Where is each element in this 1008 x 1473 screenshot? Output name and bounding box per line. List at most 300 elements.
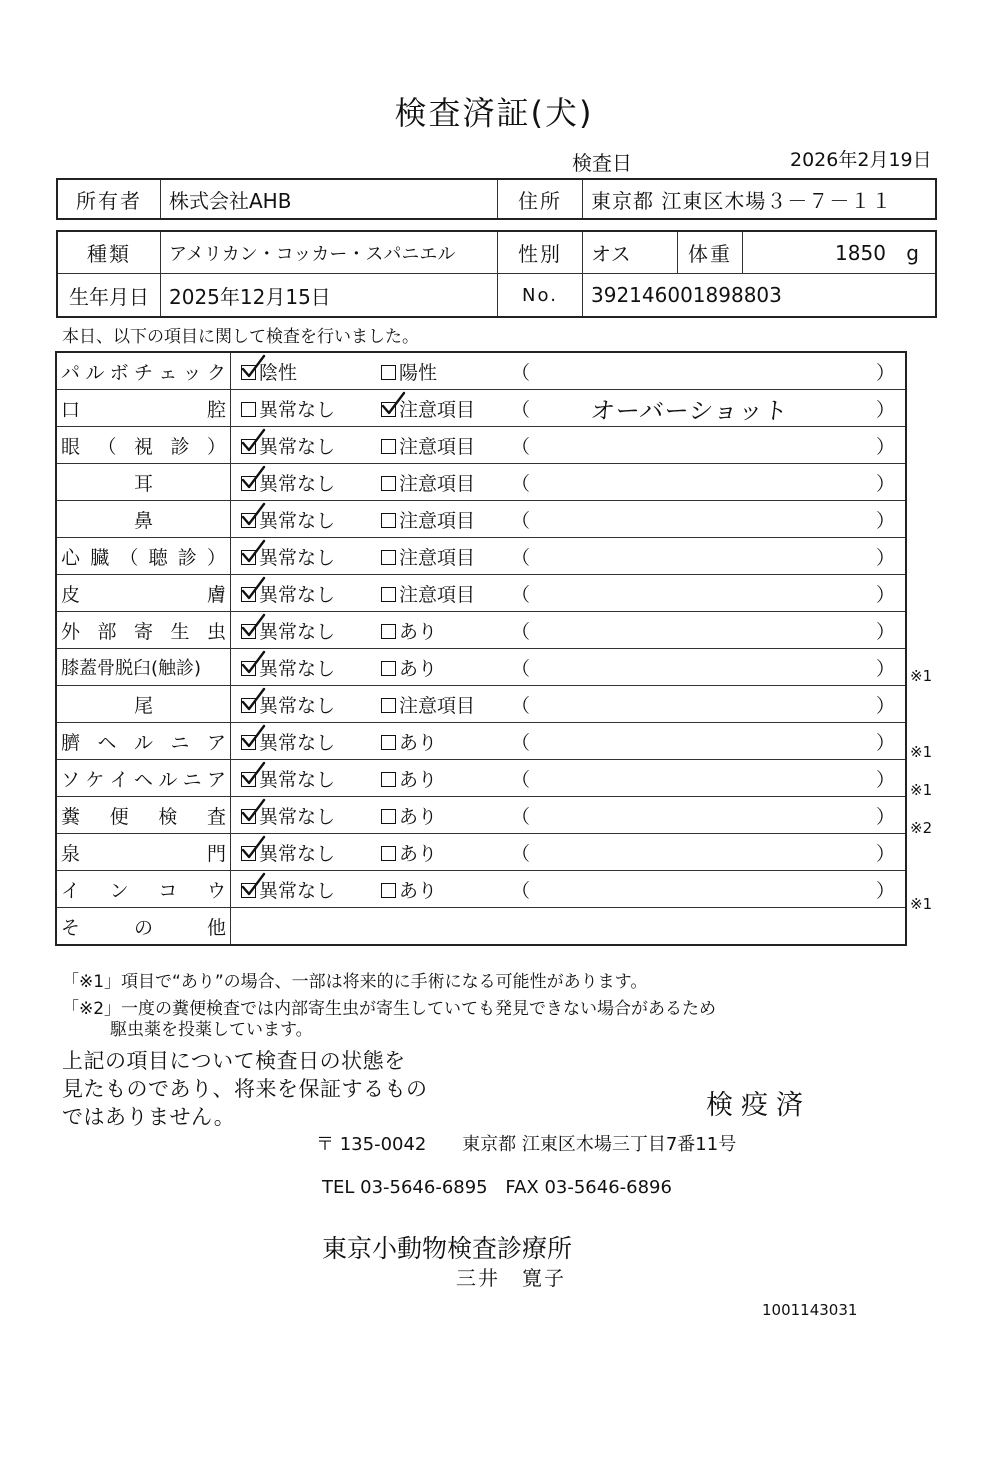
option-label: あり: [399, 657, 438, 680]
option-2[interactable]: [381, 765, 437, 792]
clinic-contact-line: [322, 1177, 672, 1198]
footnote-marker: ※1: [910, 743, 933, 761]
label-char: ）: [206, 546, 226, 569]
option-label: 異常なし: [259, 583, 336, 606]
sex-label: 性別: [498, 231, 583, 274]
option-label: 異常なし: [259, 472, 336, 495]
item-name: [61, 802, 226, 829]
quarantine-stamp: 検疫済: [706, 1090, 811, 1121]
close-paren: ）: [873, 797, 906, 834]
label-char: 腔: [206, 398, 226, 421]
open-paren: （: [511, 612, 531, 649]
option-1[interactable]: [241, 876, 335, 903]
option-label: 異常なし: [259, 805, 336, 828]
weight-cell: [743, 231, 937, 274]
label-char: 門: [206, 842, 226, 865]
option-2[interactable]: [381, 839, 437, 866]
checkbox[interactable]: [241, 587, 256, 602]
option-cell: [381, 464, 511, 501]
option-cell: [381, 686, 511, 723]
inspection-row: [56, 538, 906, 575]
open-paren: （: [511, 649, 531, 686]
certificate-title: 検査済証(犬): [394, 94, 594, 132]
option-2[interactable]: [381, 876, 437, 903]
item-name-cell: [56, 797, 231, 834]
note-cell: [531, 834, 873, 871]
note-cell: [531, 612, 873, 649]
open-paren: （: [511, 723, 531, 760]
option-label: 異常なし: [259, 731, 336, 754]
option-2[interactable]: [381, 432, 475, 459]
checkbox[interactable]: [381, 550, 396, 565]
item-name: [61, 543, 226, 570]
label-char: ア: [206, 731, 226, 754]
clinic-tel: TEL 03-5646-6895: [322, 1177, 488, 1198]
note-cell: [531, 871, 873, 908]
option-label: あり: [399, 879, 438, 902]
option-2[interactable]: [381, 691, 475, 718]
close-paren: ）: [873, 501, 906, 538]
option-cell: [231, 575, 382, 612]
item-name-cell: [56, 501, 231, 538]
option-2[interactable]: [381, 395, 475, 422]
option-1[interactable]: [241, 654, 335, 681]
close-paren: ）: [873, 871, 906, 908]
label-char: ウ: [206, 879, 226, 902]
option-cell: [381, 538, 511, 575]
option-1[interactable]: [241, 395, 335, 422]
open-paren: （: [511, 464, 531, 501]
option-1[interactable]: [241, 765, 335, 792]
label-char: ボ: [109, 361, 129, 384]
number-value: 392146001898803: [583, 274, 937, 318]
option-label: 異常なし: [259, 546, 336, 569]
inspection-row: [56, 352, 906, 390]
option-2[interactable]: [381, 543, 475, 570]
open-paren: （: [511, 871, 531, 908]
option-label: 異常なし: [259, 620, 336, 643]
serial-number: 1001143031: [762, 1301, 858, 1319]
item-name: [61, 876, 226, 903]
open-paren: （: [511, 538, 531, 575]
option-label: あり: [399, 731, 438, 754]
option-label: 注意項目: [399, 694, 476, 717]
label-char: イ: [109, 768, 129, 791]
option-label: あり: [399, 805, 438, 828]
label-char: ニ: [170, 731, 190, 754]
label-char: イ: [61, 879, 81, 902]
option-label: 陽性: [399, 361, 438, 384]
checkbox[interactable]: [381, 402, 396, 417]
item-name-cell: [56, 871, 231, 908]
disclaimer-line-2: 見たものであり、将来を保証するもの: [62, 1077, 428, 1101]
option-2[interactable]: [381, 358, 437, 385]
label-char: 心: [61, 546, 81, 569]
checkbox[interactable]: [241, 476, 256, 491]
address-value: 東京都 江東区木場３－７－１１: [583, 179, 937, 219]
checkbox[interactable]: [381, 365, 396, 380]
label-char: 口: [61, 398, 81, 421]
option-label: 異常なし: [259, 842, 336, 865]
option-label: 異常なし: [259, 435, 336, 458]
option-cell: [231, 464, 382, 501]
label-char: ン: [109, 879, 129, 902]
option-cell: [381, 760, 511, 797]
item-name-cell: [56, 538, 231, 575]
option-cell: [381, 501, 511, 538]
close-paren: ）: [873, 649, 906, 686]
weight-value: 1850: [835, 240, 886, 265]
inspection-row: [56, 612, 906, 649]
item-name-cell: [56, 612, 231, 649]
item-name: [61, 839, 226, 866]
label-char: 皮: [61, 583, 81, 606]
label-char: そ: [61, 916, 81, 939]
clinic-address: 東京都 江東区木場三丁目7番11号: [462, 1134, 737, 1155]
inspection-row: [56, 464, 906, 501]
checkbox[interactable]: [241, 809, 256, 824]
checkbox[interactable]: [381, 587, 396, 602]
open-paren: （: [511, 686, 531, 723]
option-cell: [231, 686, 382, 723]
option-cell: [231, 538, 382, 575]
label-char: ）: [206, 435, 226, 458]
close-paren: ）: [873, 686, 906, 723]
label-char: 診: [177, 546, 197, 569]
option-2[interactable]: [381, 580, 475, 607]
option-cell: [231, 649, 382, 686]
clinic-fax: FAX 03-5646-6896: [505, 1177, 672, 1198]
option-cell: [231, 612, 382, 649]
checkbox[interactable]: [381, 698, 396, 713]
weight-label: 体重: [678, 231, 743, 274]
footnote-1: 「※1」項目で“あり”の場合、一部は将来的に手術になる可能性があります。: [62, 972, 648, 992]
item-name: [61, 432, 226, 459]
open-paren: （: [511, 501, 531, 538]
inspection-row: [56, 390, 906, 427]
option-1[interactable]: [241, 617, 335, 644]
close-paren: ）: [873, 538, 906, 575]
option-2[interactable]: [381, 617, 437, 644]
option-cell: [231, 797, 382, 834]
note-cell: [531, 464, 873, 501]
open-paren: （: [511, 352, 531, 390]
checkbox[interactable]: [381, 661, 396, 676]
inspection-row: [56, 649, 906, 686]
checkbox[interactable]: [241, 846, 256, 861]
option-cell: [381, 834, 511, 871]
label-char: 外: [61, 620, 81, 643]
close-paren: ）: [873, 723, 906, 760]
checkbox[interactable]: [381, 772, 396, 787]
label-char: ル: [85, 361, 105, 384]
note-cell: [531, 352, 873, 390]
footnote-marker: ※2: [910, 819, 933, 837]
option-label: あり: [399, 842, 438, 865]
option-cell: [381, 797, 511, 834]
label-char: ヘ: [133, 768, 153, 791]
item-name: [61, 358, 226, 385]
option-cell: [231, 501, 382, 538]
inspection-row: [56, 723, 906, 760]
option-1[interactable]: [241, 691, 335, 718]
inspection-row: [56, 427, 906, 464]
note-cell: [531, 427, 873, 464]
option-1[interactable]: [241, 580, 335, 607]
clinic-name: 東京小動物検査診療所: [322, 1234, 573, 1263]
close-paren: ）: [873, 352, 906, 390]
item-name-cell: [56, 649, 231, 686]
label-char: 視: [133, 435, 153, 458]
checkbox[interactable]: [241, 439, 256, 454]
inspection-date-label: 検査日: [572, 151, 632, 175]
item-name: 尾: [133, 694, 153, 717]
item-name: [61, 765, 226, 792]
option-cell: [381, 871, 511, 908]
footnote-marker: ※1: [910, 895, 933, 913]
inspection-row: [56, 501, 906, 538]
label-char: コ: [158, 879, 178, 902]
intro-text: 本日、以下の項目に関して検査を行いました。: [62, 327, 419, 347]
label-char: ッ: [182, 361, 202, 384]
note-cell: [531, 723, 873, 760]
option-label: 注意項目: [399, 435, 476, 458]
item-name: [61, 580, 226, 607]
note-cell: [531, 538, 873, 575]
note-cell: [531, 575, 873, 612]
checkbox[interactable]: [241, 661, 256, 676]
inspection-row: [56, 797, 906, 834]
inspection-row: [56, 760, 906, 797]
open-paren: （: [511, 427, 531, 464]
label-char: ヘ: [97, 731, 117, 754]
option-1[interactable]: [241, 358, 297, 385]
option-label: 異常なし: [259, 657, 336, 680]
number-label: No.: [498, 274, 583, 318]
option-cell: [381, 612, 511, 649]
item-name-cell: [56, 686, 231, 723]
inspection-row: [56, 871, 906, 908]
label-char: （: [119, 546, 139, 569]
owner-value: 株式会社AHB: [161, 179, 498, 219]
note-cell: [531, 501, 873, 538]
option-label: 異常なし: [259, 509, 336, 532]
other-label-cell: [56, 908, 231, 946]
option-label: 異常なし: [259, 694, 336, 717]
option-cell: [381, 649, 511, 686]
open-paren: （: [511, 390, 531, 427]
item-name-cell: [56, 390, 231, 427]
option-cell: [381, 575, 511, 612]
note-cell: [531, 686, 873, 723]
option-cell: [381, 352, 511, 390]
item-name-cell: [56, 723, 231, 760]
label-char: ア: [206, 768, 226, 791]
footnote-2: 「※2」一度の糞便検査では内部寄生虫が寄生していても発見できない場合があるため: [62, 999, 717, 1019]
label-char: 糞: [61, 805, 81, 828]
disclaimer-line-3: ではありません。: [62, 1105, 236, 1129]
label-char: 泉: [61, 842, 81, 865]
note-cell: [531, 760, 873, 797]
checkbox[interactable]: [241, 402, 256, 417]
item-name: [61, 395, 226, 422]
footnote-marker: ※1: [910, 781, 933, 799]
weight-unit: g: [906, 240, 919, 265]
note-cell: [531, 390, 873, 427]
vet-name: 三井 寛子: [456, 1266, 566, 1290]
label-char: 診: [170, 435, 190, 458]
animal-table: [56, 230, 937, 318]
label-char: ソ: [61, 768, 81, 791]
clinic-address-line: [316, 1130, 736, 1156]
option-cell: [231, 723, 382, 760]
option-1[interactable]: [241, 839, 335, 866]
item-name-cell: [56, 464, 231, 501]
checkbox[interactable]: [241, 735, 256, 750]
label-char: ル: [158, 768, 178, 791]
option-cell: [231, 390, 382, 427]
inspection-row: [56, 834, 906, 871]
label-char: ル: [133, 731, 153, 754]
item-name: [61, 728, 226, 755]
checkbox[interactable]: [241, 513, 256, 528]
option-2[interactable]: [381, 728, 437, 755]
owner-table: [56, 178, 937, 220]
checkbox[interactable]: [241, 624, 256, 639]
label-char: 眼: [61, 435, 81, 458]
label-char: （: [97, 435, 117, 458]
item-name-cell: [56, 352, 231, 390]
label-char: ク: [206, 361, 226, 384]
sex-value: オス: [583, 231, 678, 274]
option-label: 注意項目: [399, 583, 476, 606]
option-label: 注意項目: [399, 472, 476, 495]
checkbox[interactable]: [381, 846, 396, 861]
item-name: 鼻: [133, 509, 153, 532]
checkbox[interactable]: [381, 735, 396, 750]
option-2[interactable]: [381, 802, 437, 829]
label-char: 他: [206, 916, 226, 939]
other-label: [61, 913, 226, 940]
checkbox[interactable]: [381, 513, 396, 528]
footnote-2-cont: 駆虫薬を投薬しています。: [110, 1020, 313, 1040]
label-char: 検: [158, 805, 178, 828]
checkbox[interactable]: [381, 883, 396, 898]
open-paren: （: [511, 834, 531, 871]
checkbox[interactable]: [381, 439, 396, 454]
option-2[interactable]: [381, 506, 475, 533]
option-label: 異常なし: [259, 768, 336, 791]
label-char: 聴: [148, 546, 168, 569]
option-cell: [231, 427, 382, 464]
breed-label: 種類: [57, 231, 161, 274]
inspection-table: [55, 351, 907, 946]
label-char: 寄: [133, 620, 153, 643]
option-1[interactable]: [241, 728, 335, 755]
item-name-cell: [56, 575, 231, 612]
option-2[interactable]: [381, 469, 475, 496]
label-char: の: [133, 916, 153, 939]
label-char: 生: [170, 620, 190, 643]
open-paren: （: [511, 760, 531, 797]
option-label: 異常なし: [259, 879, 336, 902]
label-char: パ: [61, 361, 81, 384]
item-name: 膝蓋骨脱臼(触診): [61, 658, 202, 679]
label-char: 便: [109, 805, 129, 828]
checkbox[interactable]: [241, 365, 256, 380]
option-1[interactable]: [241, 432, 335, 459]
option-label: あり: [399, 620, 438, 643]
label-char: 虫: [206, 620, 226, 643]
option-cell: [381, 390, 511, 427]
open-paren: （: [511, 797, 531, 834]
close-paren: ）: [873, 390, 906, 427]
option-cell: [231, 760, 382, 797]
disclaimer-line-1: 上記の項目について検査日の状態を: [62, 1049, 406, 1073]
address-label: 住所: [498, 179, 583, 219]
option-label: あり: [399, 768, 438, 791]
checkbox[interactable]: [381, 624, 396, 639]
item-name-cell: [56, 760, 231, 797]
label-char: 臓: [90, 546, 110, 569]
close-paren: ）: [873, 834, 906, 871]
option-label: 陰性: [259, 361, 298, 384]
label-char: ニ: [182, 768, 202, 791]
label-char: ケ: [85, 768, 105, 791]
label-char: 臍: [61, 731, 81, 754]
close-paren: ）: [873, 575, 906, 612]
item-name: [61, 617, 226, 644]
note-cell: [531, 797, 873, 834]
checkbox[interactable]: [381, 476, 396, 491]
breed-value: アメリカン・コッカー・スパニエル: [161, 231, 498, 274]
checkbox[interactable]: [241, 883, 256, 898]
checkbox[interactable]: [241, 772, 256, 787]
option-1[interactable]: [241, 506, 335, 533]
checkbox[interactable]: [381, 809, 396, 824]
option-2[interactable]: [381, 654, 437, 681]
option-label: 注意項目: [399, 398, 476, 421]
inspection-row: [56, 686, 906, 723]
handwritten-note: オーバーショット: [589, 396, 791, 425]
label-char: チ: [133, 361, 153, 384]
checkbox[interactable]: [241, 550, 256, 565]
option-cell: [381, 427, 511, 464]
birth-label: 生年月日: [57, 274, 161, 318]
close-paren: ）: [873, 612, 906, 649]
clinic-postal: 〒 135-0042: [316, 1134, 427, 1155]
option-label: 注意項目: [399, 509, 476, 532]
inspection-date: 2026年2月19日: [790, 149, 932, 171]
inspection-row: [56, 575, 906, 612]
option-1[interactable]: [241, 802, 335, 829]
option-1[interactable]: [241, 469, 335, 496]
open-paren: （: [511, 575, 531, 612]
footnote-marker: ※1: [910, 667, 933, 685]
label-char: 査: [206, 805, 226, 828]
close-paren: ）: [873, 464, 906, 501]
item-name-cell: [56, 427, 231, 464]
item-name: 耳: [133, 472, 153, 495]
item-name-cell: [56, 834, 231, 871]
label-char: 部: [97, 620, 117, 643]
option-1[interactable]: [241, 543, 335, 570]
owner-label: 所有者: [57, 179, 161, 219]
option-cell: [231, 871, 382, 908]
option-cell: [381, 723, 511, 760]
checkbox[interactable]: [241, 698, 256, 713]
note-cell: [531, 649, 873, 686]
